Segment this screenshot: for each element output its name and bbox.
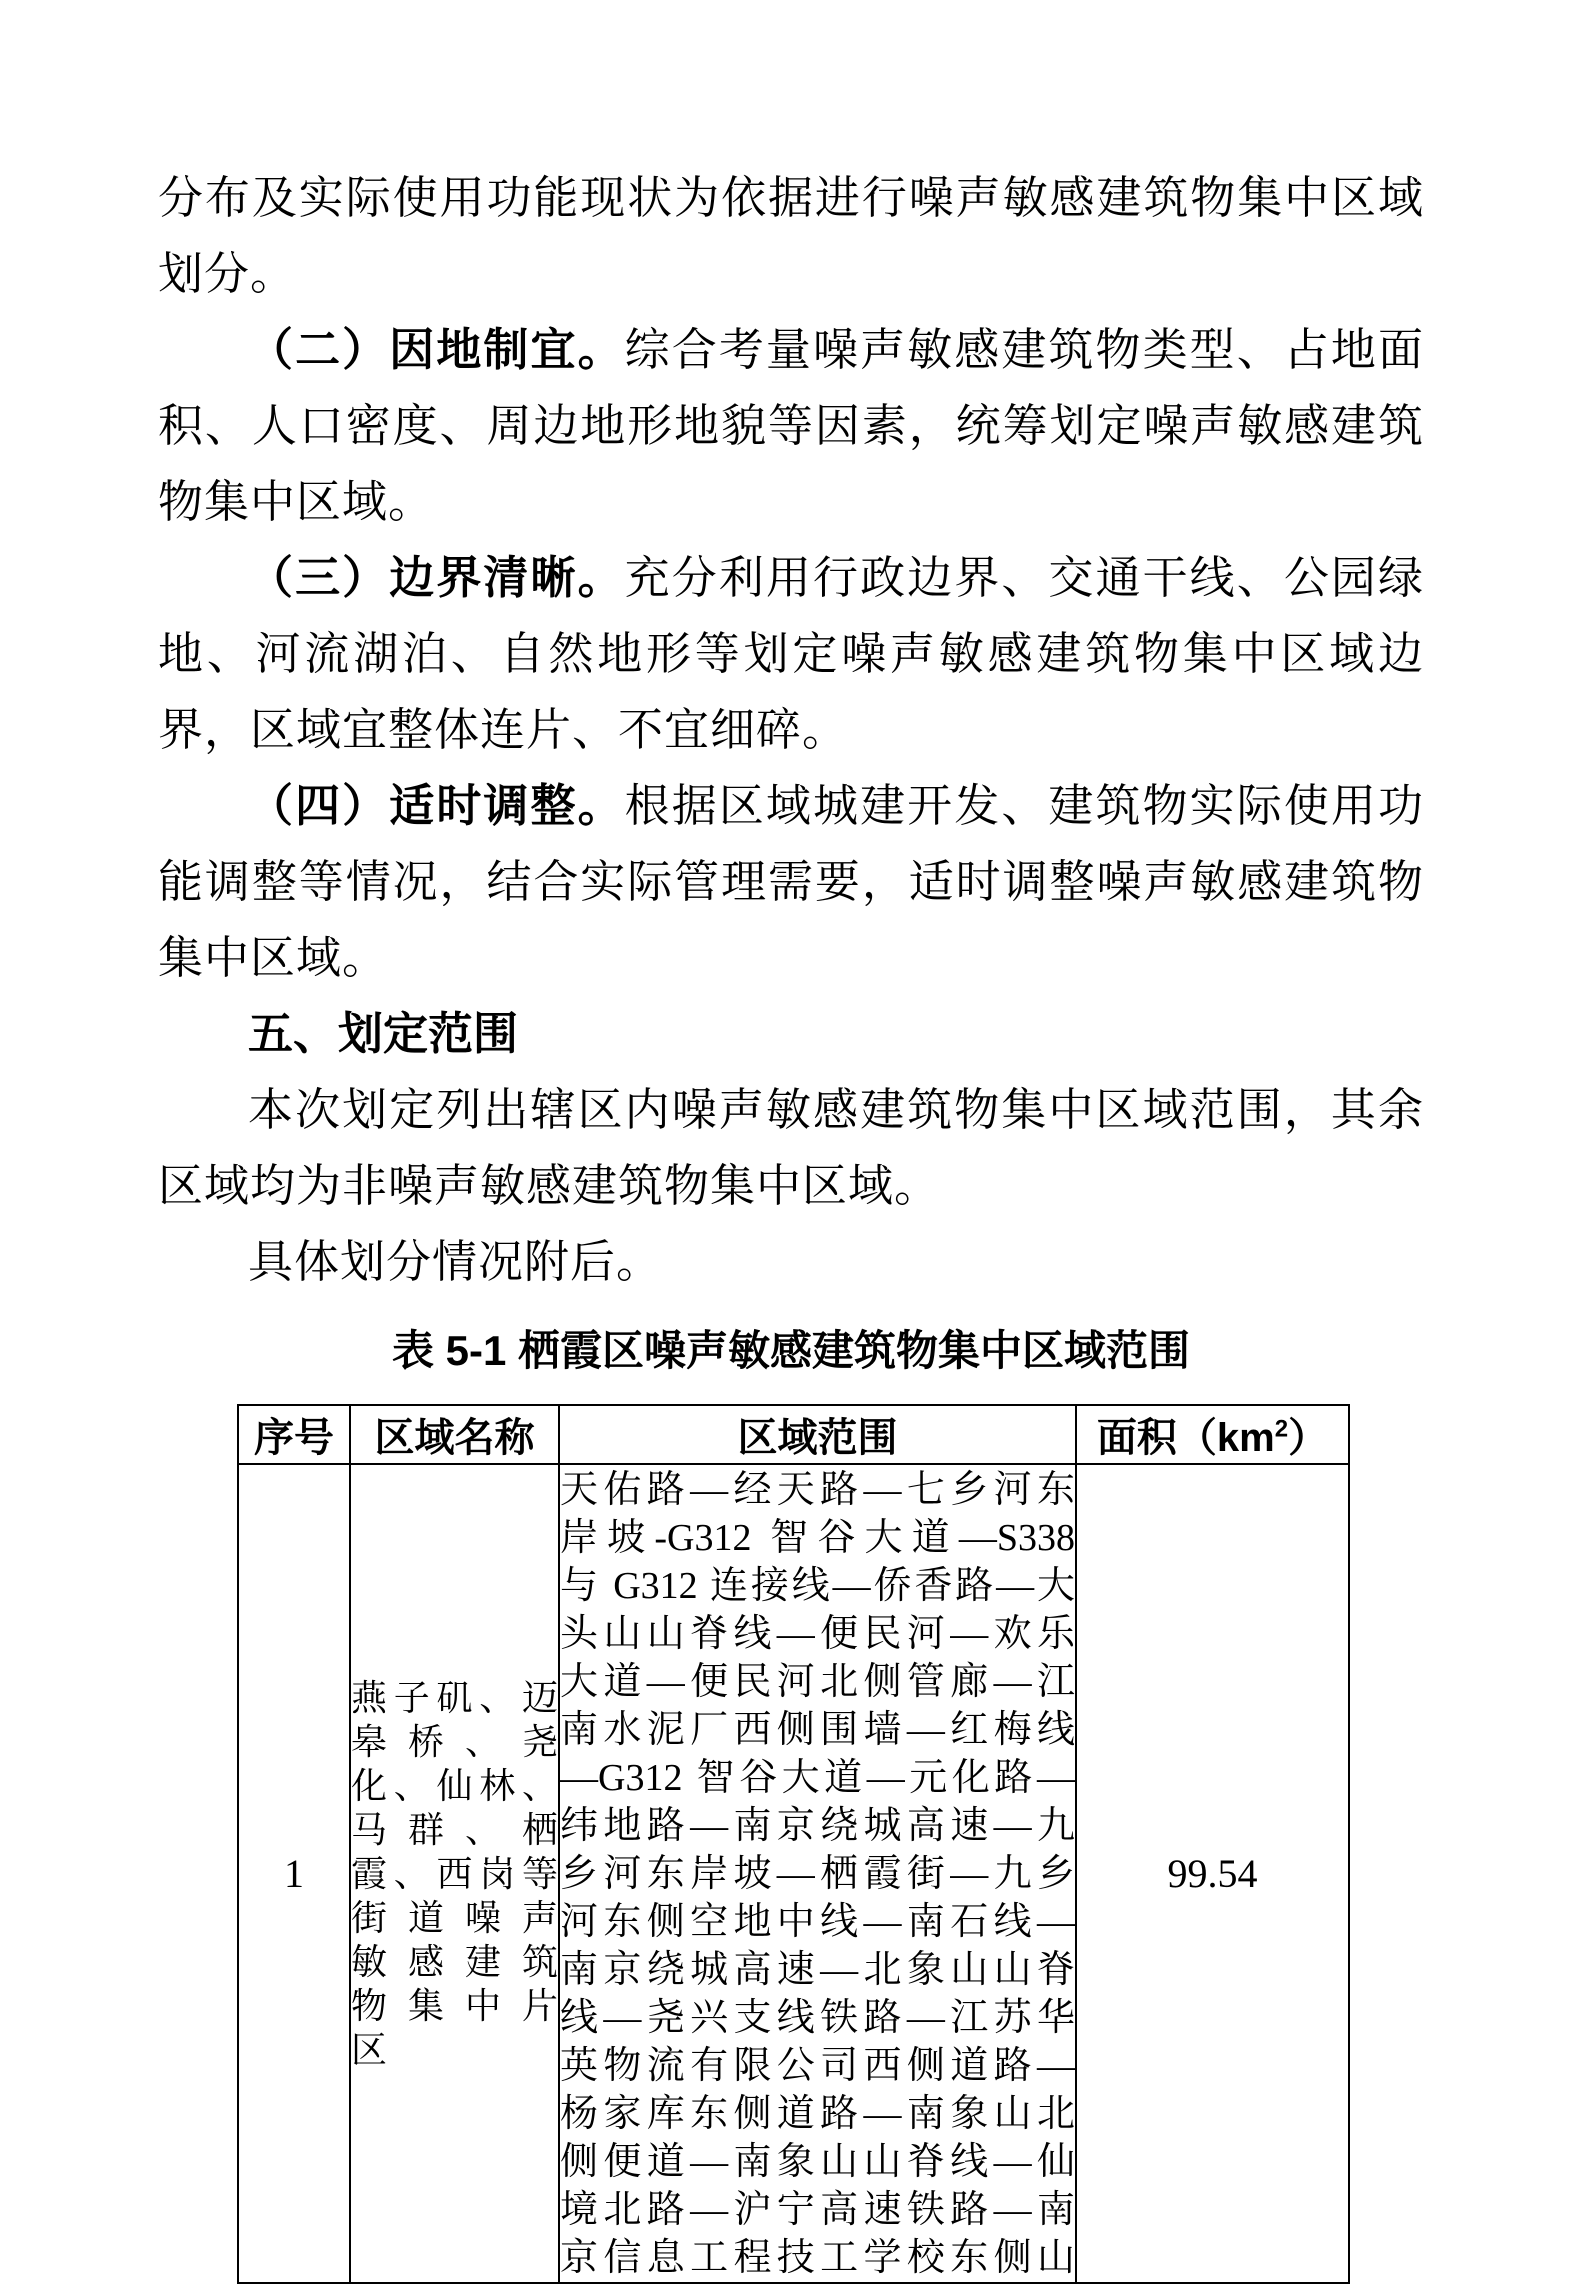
region-area-value: 99.54 <box>1167 1851 1258 1896</box>
section-heading: 五、划定范围 <box>248 1008 519 1059</box>
paragraph-attachment-note <box>158 1224 1424 1300</box>
region-range-line: 南水泥厂西侧围墙—红梅线 <box>560 1708 1075 1751</box>
header-index: 序号 <box>238 1405 350 1464</box>
region-name-line: 马群、栖 <box>351 1809 558 1850</box>
region-range-line: 河东侧空地中线—南石线— <box>560 1900 1075 1943</box>
header-area <box>1076 1405 1349 1464</box>
region-range-line: 与 G312 连接线—侨香路—大 <box>560 1564 1075 1607</box>
region-range-line: 天佑路—经天路—七乡河东 <box>560 1468 1075 1511</box>
header-name: 区域名称 <box>350 1405 559 1464</box>
region-area-cell <box>1076 1464 1349 2283</box>
region-range-line: 侧便道—南象山山脊线—仙 <box>560 2140 1075 2183</box>
header-row <box>238 1405 1349 1464</box>
paragraph-principle-3 <box>158 540 1424 768</box>
region-range-lines <box>560 1466 1075 2282</box>
region-range-line: —G312 智谷大道—元化路— <box>560 1756 1075 1799</box>
region-name-line: 霞、西岗等 <box>351 1853 558 1894</box>
region-table <box>237 1404 1350 2284</box>
region-name-lines <box>351 1676 558 2072</box>
region-range-cell <box>559 1464 1076 2283</box>
paragraph-scope <box>158 1072 1424 1224</box>
header-area-suffix: ） <box>1288 1416 1329 1460</box>
region-name-line: 区 <box>351 2029 388 2070</box>
table-title: 表 5-1 栖霞区噪声敏感建筑物集中区域范围 <box>391 1327 1191 1374</box>
region-range-line: 纬地路—南京绕城高速—九 <box>560 1804 1075 1847</box>
paragraph-text: 本次划定列出辖区内噪声敏感建筑物集中区域范围，其余区域均为非噪声敏感建筑物集中区域。 <box>158 1085 1424 1211</box>
region-range-line: 岸坡-G312 智谷大道—S338 <box>560 1516 1075 1559</box>
header-area-prefix: 面积（km <box>1096 1416 1275 1460</box>
paragraph-text: 根据区域城建开发、建筑物实际使用功能调整等情况，结合实际管理需要，适时调整噪声敏感建筑物集中区域。 <box>158 781 1424 983</box>
table-row <box>238 1464 1349 2283</box>
region-range-line: 乡河东岸坡—栖霞街—九乡 <box>560 1852 1075 1895</box>
region-table-body <box>238 1464 1349 2283</box>
paragraph-principle-4 <box>158 768 1424 996</box>
region-range-line: 大道—便民河北侧管廊—江 <box>560 1660 1075 1703</box>
paragraph-text: 分布及实际使用功能现状为依据进行噪声敏感建筑物集中区域划分。 <box>158 173 1424 299</box>
paragraph-lead: （二）因地制宜。 <box>248 324 625 375</box>
region-range-line: 线—尧兴支线铁路—江苏华 <box>560 1996 1075 2039</box>
region-table-header <box>238 1405 1349 1464</box>
header-range: 区域范围 <box>559 1405 1076 1464</box>
row-index-cell <box>238 1464 350 2283</box>
region-name-cell <box>350 1464 559 2283</box>
paragraph-lead: （三）边界清晰。 <box>248 552 625 603</box>
region-name-line: 皋桥、尧 <box>351 1721 558 1762</box>
region-name-line: 街道噪声 <box>351 1897 558 1938</box>
paragraph-lead: （四）适时调整。 <box>248 780 625 831</box>
header-area-superscript: 2 <box>1274 1415 1289 1443</box>
paragraph-principle-2 <box>158 312 1424 540</box>
region-range-line: 京信息工程技工学校东侧山 <box>560 2236 1075 2279</box>
paragraph-text: 具体划分情况附后。 <box>248 1237 663 1287</box>
region-name-line: 燕子矶、迈 <box>351 1677 558 1718</box>
region-name-line: 敏感建筑 <box>351 1941 558 1982</box>
region-range-line: 南京绕城高速—北象山山脊 <box>560 1948 1075 1991</box>
paragraph-text: 充分利用行政边界、交通干线、公园绿地、河流湖泊、自然地形等划定噪声敏感建筑物集中区域边界，区域宜整体连片、不宜细碎。 <box>158 553 1424 755</box>
paragraph-text: 综合考量噪声敏感建筑物类型、占地面积、人口密度、周边地形地貌等因素，统筹划定噪声敏感建筑物集中区域。 <box>158 325 1424 527</box>
paragraph-continuation <box>158 160 1424 312</box>
row-index: 1 <box>284 1851 304 1896</box>
region-name-line: 物集中片 <box>351 1985 558 2026</box>
region-range-line: 境北路—沪宁高速铁路—南 <box>560 2188 1075 2231</box>
region-range-line: 杨家库东侧道路—南象山北 <box>560 2092 1075 2135</box>
region-range-line: 头山山脊线—便民河—欢乐 <box>560 1612 1075 1655</box>
region-range-line: 英物流有限公司西侧道路— <box>560 2044 1075 2087</box>
region-name-line: 化、仙林、 <box>351 1765 558 1806</box>
